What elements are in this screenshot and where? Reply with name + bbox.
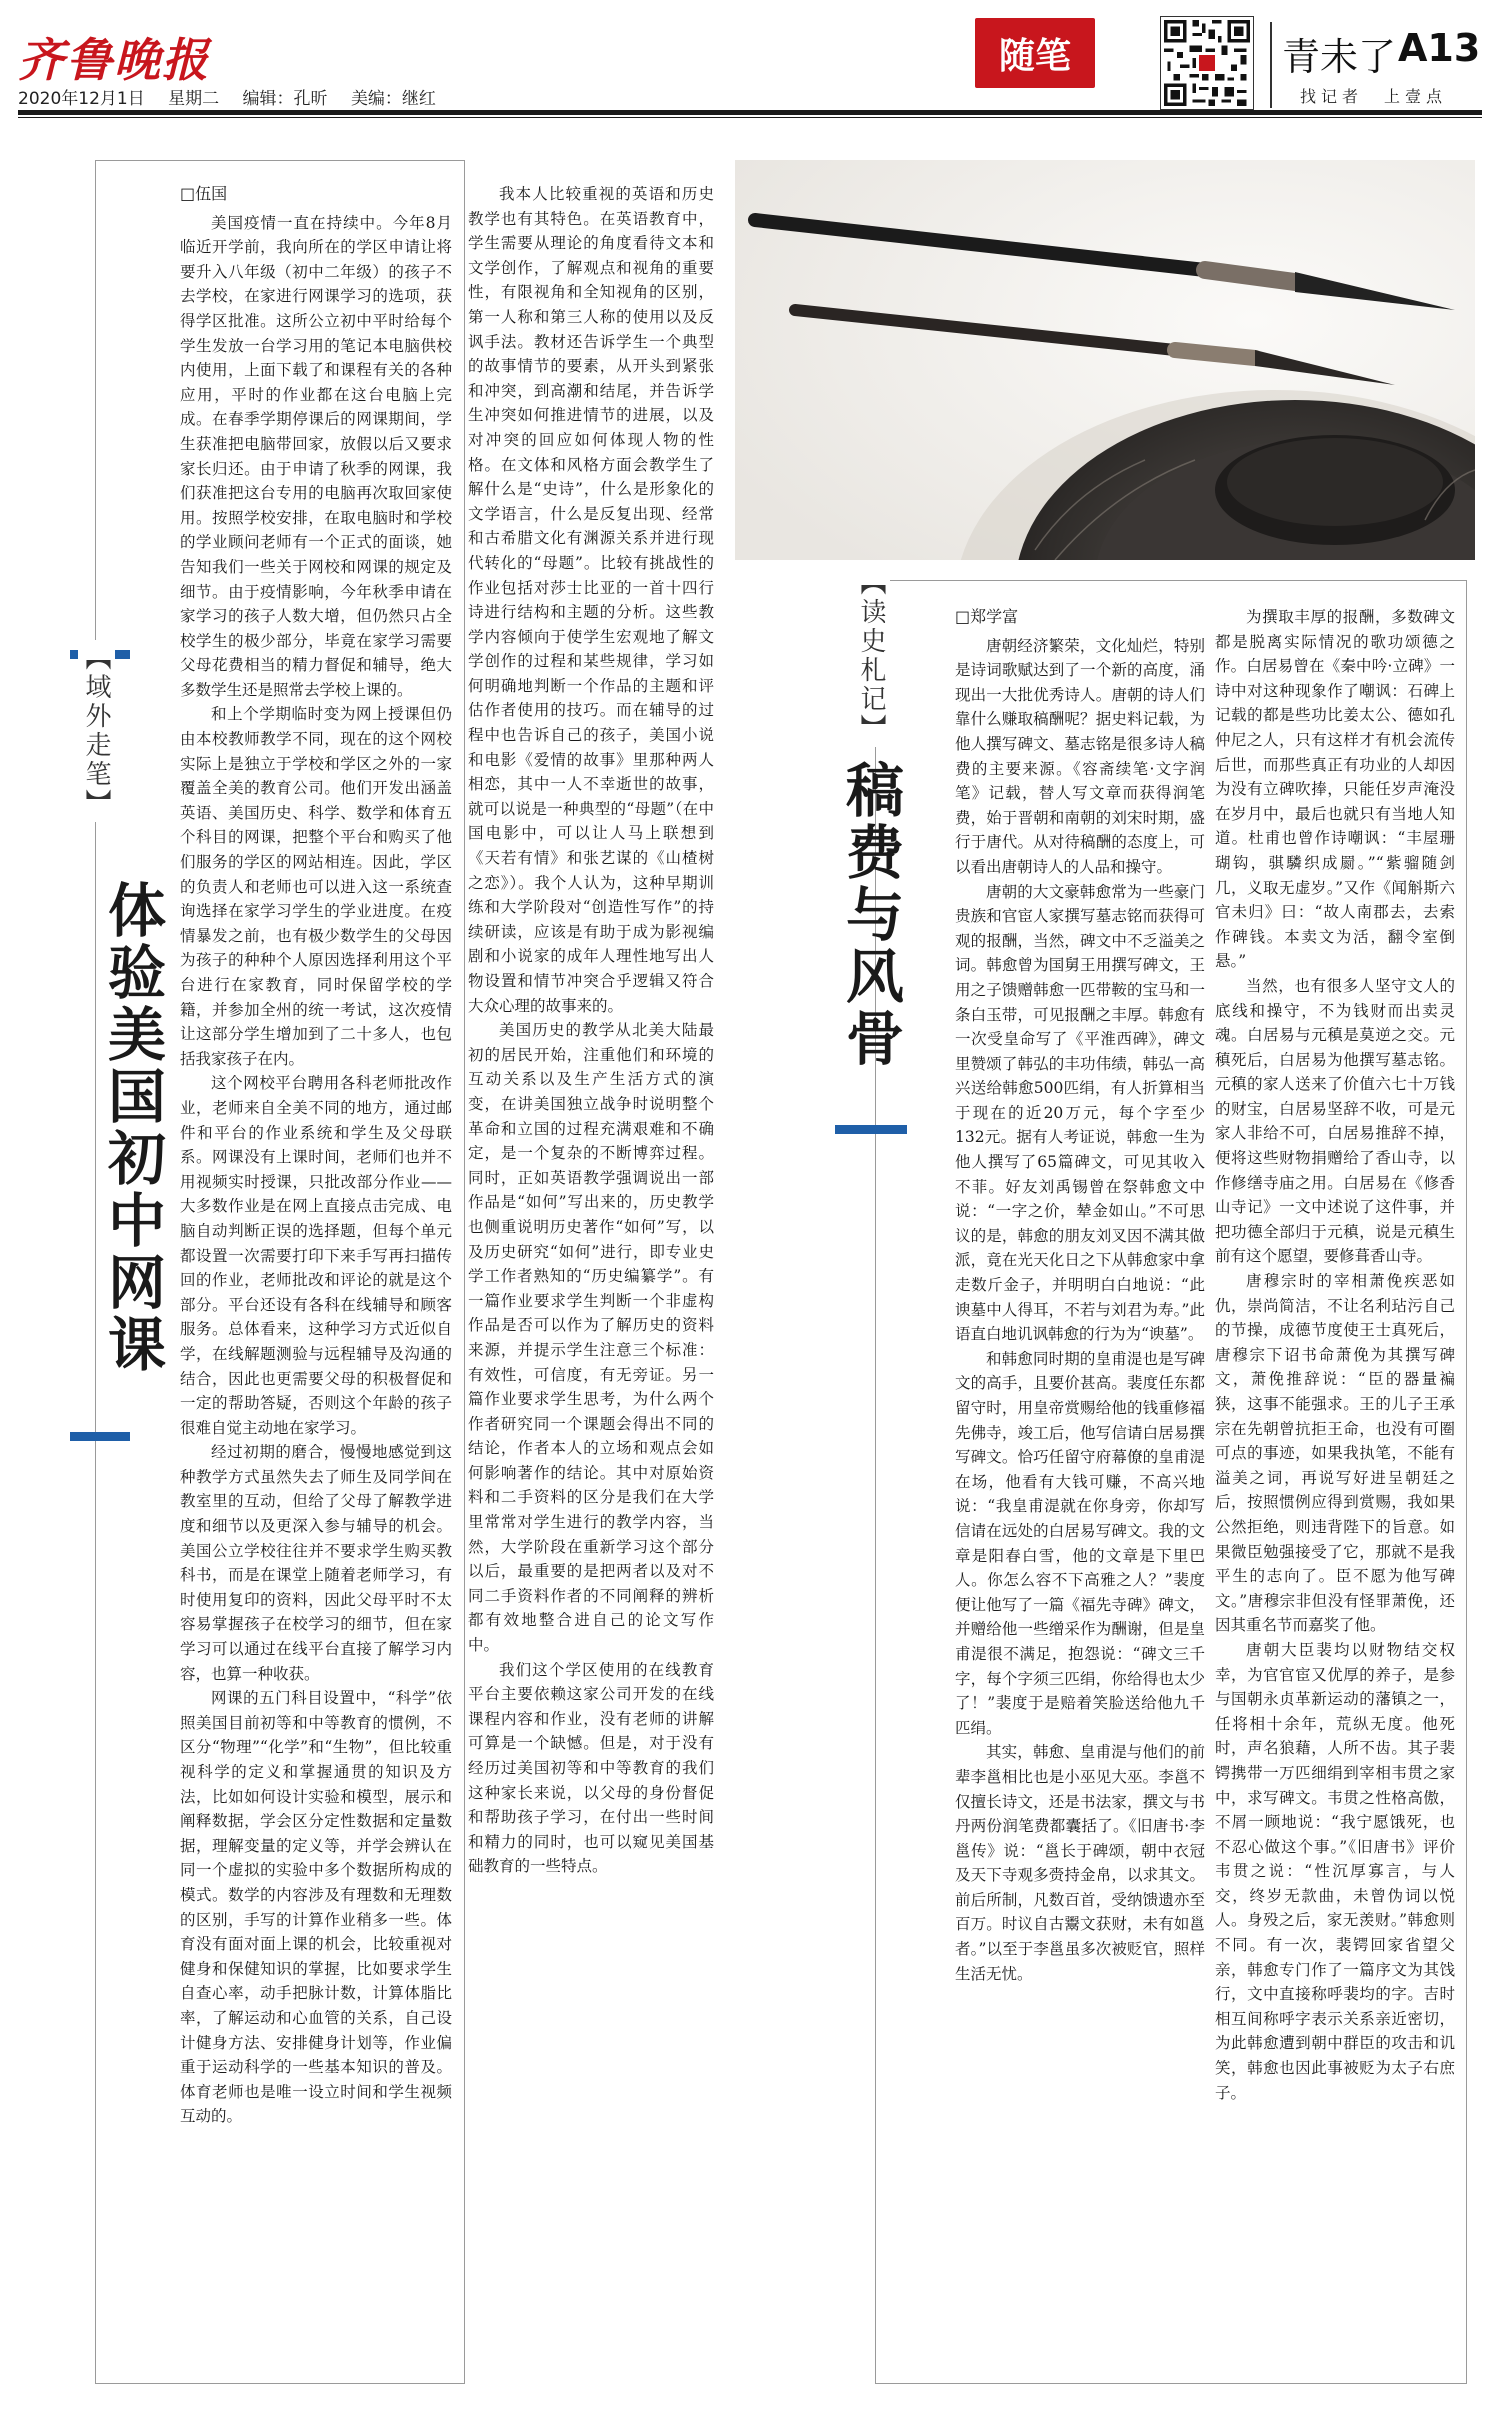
- right-article-col-2: [1215, 605, 1455, 2380]
- header-rule-thin: [18, 117, 1482, 118]
- left-byline: □伍国: [180, 184, 228, 203]
- paragraph: 和韩愈同时期的皇甫湜也是写碑文的高手，且要价甚高。裴度任东都留守时，用皇帝赏赐给他的钱重修福先佛寺，竣工后，他写信请白居易撰写碑文。恰巧任留守府幕僚的皇甫湜在场，他看有大钱可赚，不高兴地说：“我皇甫湜就在你身旁，你却写信请在远处的白居易写碑文。我的文章是阳春白雪，他的文章是下里巴人。你怎么容不下高雅之人？”裴度便让他写了一篇《福先寺碑》碑文，并赠给他一些缯采作为酬谢，但是皇甫湜很不满足，抱怨说：“碑文三千字，每个字须三匹绢，你给得也太少了！”裴度于是赔着笑脸送给他九千匹绢。: [955, 1349, 1205, 1737]
- right-article-title: 稿费与风骨: [836, 760, 904, 1070]
- left-article-col-2: [468, 182, 714, 2382]
- paragraph: 其实，韩愈、皇甫湜与他们的前辈李邕相比也是小巫见大巫。李邕不仅擅长诗文，还是书法家，撰文与书丹两份润笔费都囊括了。《旧唐书·李邕传》说：“邕长于碑颂，朝中衣冠及天下寺观多赍持金帛，以求其文。前后所制，凡数百首，受纳馈遗亦至百万。时议自古鬻文获财，未有如邕者。”以至于李邕虽多次被贬官，照样生活无忧。: [955, 1743, 1205, 1983]
- page-title: 青未了: [1282, 35, 1397, 79]
- paragraph: 唐穆宗时的宰相萧俛疾恶如仇，崇尚简洁，不让名利玷污自己的节操，成德节度使王士真死后，唐穆宗下诏书命萧俛为其撰写碑文，萧俛推辞说：“臣的器量褊狭，这事不能强求。王的儿子王承宗在先朝曾抗拒王命，也没有可圈可点的事迹，如果我执笔，不能有溢美之词，再说写好进呈朝廷之后，按照惯例应得到赏赐，我如果公然拒绝，则违背陛下的旨意。如果微臣勉强接受了它，那就不是我平生的志向了。臣不愿为他写碑文。”唐穆宗非但没有怪罪萧俛，还因其重名节而嘉奖了他。: [1215, 1272, 1455, 1635]
- left-column-tag: 【域外走笔】: [78, 640, 115, 822]
- left-article-title: 体验美国初中网课: [98, 880, 166, 1376]
- newspaper-logo: 齐鲁晚报: [18, 33, 210, 87]
- paragraph: 唐朝大臣裴均以财物结交权幸，为官官宦又优厚的养子，是参与国朝永贞革新运动的藩镇之一，任将相十余年，荒纵无度。他死时，声名狼藉，人所不齿。其子裴锷携带一万匹细绢到宰相韦贯之家中，求写碑文。韦贯之性格高傲，不屑一顾地说：“我宁愿饿死，也不忍心做这个事。”《旧唐书》评价韦贯之说：“性沉厚寡言，与人交，终岁无款曲，未曾伪词以悦人。身殁之后，家无羡财。”韩愈则不同。有一次，裴锷回家省望父亲，韩愈专门作了一篇序文为其饯行，文中直接称呼裴均的字。吉时相互间称呼字表示关系亲近密切，为此韩愈遭到朝中群臣的攻击和讥笑，韩愈也因此事被贬为太子右庶子。: [1215, 1640, 1455, 2102]
- paragraph: 网课的五门科目设置中，“科学”依照美国目前初等和中等教育的惯例，不区分“物理”“化学”和“生物”，但比较重视科学的定义和掌握通贯的知识及方法，比如如何设计实验和模型，展示和阐释数据，学会区分定性数据和定量数据，理解变量的定义等，并学会辨认在同一个虚拟的实验中多个数据所构成的模式。数学的内容涉及有理数和无理数的区别，手写的计算作业稍多一些。体育没有面对面上课的机会，比较重视对健身和保健知识的掌握，比如要求学生自查心率，动手把脉计数，计算体脂比率，了解运动和心血管的关系，自己设计健身方法、安排健身计划等，作业偏重于运动科学的一些基本知识的普及。体育老师也是唯一设立时间和学生视频互动的。: [180, 1689, 452, 2126]
- section-tab: 随笔: [975, 18, 1095, 88]
- paragraph: 美国历史的教学从北美大陆最初的居民开始，注重他们和环境的互动关系以及生产生活方式的演变，在讲美国独立战争时说明整个革命和立国的过程充满艰难和不确定，是一个复杂的不断博弈过程。同时，正如英语教学强调说出一部作品是“如何”写出来的，历史教学也侧重说明历史著作“如何”写，以及历史研究“如何”进行，即专业史学工作者熟知的“历史编纂学”。有一篇作业要求学生判断一个非虚构作品是否可以作为了解历史的资料来源，并提示学生注意三个标准：有效性，可信度，有无旁证。另一篇作业要求学生思考，为什么两个作者研究同一个课题会得出不同的结论，作者本人的立场和观点会如何影响著作的结论。其中对原始资料和二手资料的区分是我们在大学里常常对学生进行的教学内容，当然，大学阶段在重新学习这个部分以后，最重要的是把两者以及对不同二手资料作者的不同阐释的辨析都有效地整合进自己的论文写作中。: [468, 1021, 714, 1655]
- paragraph: 这个网校平台聘用各科老师批改作业，老师来自全美不同的地方，通过邮件和平台的作业系统和学生及父母联系。网课没有上课时间，老师们也并不用视频实时授课，只批改部分作业——大多数作业是在网上直接点击完成、电脑自动判断正误的选择题，但每个单元都设置一次需要打印下来手写再扫描传回的作业，老师批改和评论的就是这个部分。平台还设有各科在线辅导和顾客服务。总体看来，这种学习方式近似自学，在线解题测验与远程辅导及沟通的结合，因此也更需要父母的积极督促和一定的帮助答疑，否则这个年龄的孩子很难自觉主动地在家学习。: [180, 1074, 452, 1437]
- left-article-col-1: [180, 182, 452, 2382]
- left-accent-bar-bottom: [70, 1432, 130, 1441]
- paragraph: 我们这个学区使用的在线教育平台主要依赖这家公司开发的在线课程内容和作业，没有老师的讲解可算是一个缺憾。但是，对于没有经历过美国初等和中等教育的我们这种家长来说，以父母的身份督促和帮助孩子学习，在付出一些时间和精力的同时，也可以窥见美国基础教育的一些特点。: [468, 1660, 714, 1876]
- right-byline: □郑学富: [955, 607, 1019, 626]
- dateline: [18, 84, 454, 109]
- header-divider: [1270, 22, 1272, 108]
- page-number: A13: [1398, 26, 1481, 70]
- header-rule: [18, 110, 1482, 115]
- paragraph: 为撰取丰厚的报酬，多数碑文都是脱离实际情况的歌功颂德之作。白居易曾在《秦中吟·立碑》一诗中对这种现象作了嘲讽：石碑上记载的都是些功比姜太公、德如孔仲尼之人，只有这样才有机会流传后世，而那些真正有功业的人却因为没有立碑吹捧，只能任岁声淹没在岁月中，最后也就只有当地人知道。杜甫也曾作诗嘲讽：“丰屋珊瑚钩，骐驎织成罽。”“紫骝随剑几，义取无虚岁。”又作《闻斛斯六官未归》曰：“故人南郡去，去索作碑钱。本卖文为活，翻令室倒悬。”: [1215, 608, 1455, 971]
- right-article-col-1: [955, 605, 1205, 2380]
- paragraph: 和上个学期临时变为网上授课但仍由本校教师教学不同，现在的这个网校实际上是独立于学校和学区之外的一家覆盖全美的教育公司。他们开发出涵盖英语、美国历史、科学、数学和体育五个科目的网课，把整个平台和购买了他们服务的学区的网站相连。因此，学区的负责人和老师也可以进入这一系统查询选择在家学习学生的学业进度。在疫情暴发之前，也有极少数学生的父母因为孩子的种种个人原因选择利用这个平台进行在家教育，同时保留学校的学籍，并参加全州的统一考试，这次疫情让这部分学生增加到了二十多人，也包括我家孩子在内。: [180, 705, 452, 1068]
- right-accent-bar: [835, 1125, 907, 1134]
- inkstone-brush-illustration: [735, 160, 1475, 560]
- paragraph: 美国疫情一直在持续中。今年8月临近开学前，我向所在的学区申请让将要升入八年级（初中二年级）的孩子不去学校，在家进行网课学习的选项，获得学区批准。这所公立初中平时给每个学生发放一台学习用的笔记本电脑供校内使用，上面下载了和课程有关的各种应用，平时的作业都在这台电脑上完成。在春季学期停课后的网课期间，学生获准把电脑带回家，放假以后又要求家长归还。由于申请了秋季的网课，我们获准把这台专用的电脑再次取回家使用。按照学校安排，在取电脑时和学校的学业顾问老师有一个正式的面谈，她告知我们一些关于网校和网课的规定及细节。由于疫情影响，今年秋季申请在家学习的孩子人数大增，但仍然只占全校学生的极少部分，毕竟在家学习需要父母花费相当的精力督促和辅导，绝大多数学生还是照常去学校上课的。: [180, 213, 452, 699]
- qr-code-icon[interactable]: [1160, 16, 1254, 110]
- paragraph: 唐朝经济繁荣，文化灿烂，特别是诗词歌赋达到了一个新的高度，涌现出一大批优秀诗人。唐朝的诗人们靠什么赚取稿酬呢？据史料记载，为他人撰写碑文、墓志铭是很多诗人稿费的主要来源。《容斋续笔·文字润笔》记载，替人写文章而获得润笔费，始于晋朝和南朝的刘宋时期，盛行于唐代。从对待稿酬的态度上，可以看出唐朝诗人的人品和操守。: [955, 636, 1205, 876]
- issue-weekday: 星期二: [168, 89, 220, 109]
- issue-date: 2020年12月1日: [18, 89, 145, 109]
- paragraph: 我本人比较重视的英语和历史教学也有其特色。在英语教育中，学生需要从理论的角度看待文本和文学创作，了解观点和视角的重要性，有限视角和全知视角的区别，第一人称和第三人称的使用以及反讽手法。教材还告诉学生一个典型的故事情节的要素，从开头到紧张和冲突，到高潮和结尾，并告诉学生冲突如何推进情节的进展，以及对冲突的回应如何体现人物的性格。在文体和风格方面会教学生了解什么是“史诗”，什么是形象化的文学语言，什么是反复出现、经常和古希腊文化有渊源关系并进行现代转化的“母题”。比较有挑战性的作业包括对莎士比亚的一首十四行诗进行结构和主题的分析。这些教学内容倾向于使学生宏观地了解文学创作的过程和某些规律，学习如何明确地判断一个作品的主题和评估作者使用的技巧。而在辅导的过程中也告诉自己的孩子，美国小说和电影《爱情的故事》里那种两人相恋，其中一人不幸逝世的故事，就可以说是一种典型的“母题”（在中国电影中，可以让人马上联想到《天若有情》和张艺谋的《山楂树之恋》）。我个人认为，这种早期训练和大学阶段对“创造性写作”的持续研读，应该是有助于成为影视编剧和小说家的成年人理性地写出人物设置和情节冲突合乎逻辑又符合大众心理的故事来的。: [468, 185, 714, 1015]
- paragraph: 经过初期的磨合，慢慢地感觉到这种教学方式虽然失去了师生及同学间在教室里的互动，但给了父母了解教学进度和细节以及更深入参与辅导的机会。美国公立学校往往并不要求学生购买教科书，而是在课堂上随着老师学习，有时使用复印的资料，因此父母平时不太容易掌握孩子在校学习的细节，但在家学习可以通过在线平台直接了解学习内容，也算一种收获。: [180, 1443, 452, 1683]
- tagline: 找记者 上壹点: [1300, 87, 1448, 106]
- editor-credit: 编辑：孔昕: [242, 89, 328, 109]
- right-column-tag: 【读史札记】: [853, 565, 890, 747]
- paragraph: 唐朝的大文豪韩愈常为一些豪门贵族和官宦人家撰写墓志铭而获得可观的报酬，当然，碑文中不乏溢美之词。韩愈曾为国舅王用撰写碑文，王用之子馈赠韩愈一匹带鞍的宝马和一条白玉带，可见报酬之丰厚。韩愈有一次受皇命写了《平淮西碑》，碑文里赞颂了韩弘的丰功伟绩，韩弘一高兴送给韩愈500匹绢，有人折算相当于现在的近20万元，每个字至少132元。据有人考证说，韩愈一生为他人撰写了65篇碑文，可见其收入不菲。好友刘禹锡曾在祭韩愈文中说：“一字之价，辇金如山。”不可思议的是，韩愈的朋友刘叉因不满其做派，竟在光天化日之下从韩愈家中拿走数斤金子，并明明白白地说：“此谀墓中人得耳，不若与刘君为寿。”此语直白地讥讽韩愈的行为为“谀墓”。: [955, 882, 1205, 1344]
- paragraph: 当然，也有很多人坚守文人的底线和操守，不为钱财而出卖灵魂。白居易与元稹是莫逆之交。元稹死后，白居易为他撰写墓志铭。元稹的家人送来了价值六七十万钱的财宝，白居易坚辞不收，可是元家人非给不可，白居易推辞不掉，便将这些财物捐赠给了香山寺，以作修缮寺庙之用。白居易在《修香山寺记》一文中述说了这件事，并把功德全部归于元稹，说是元稹生前有这个愿望，要修葺香山寺。: [1215, 976, 1455, 1266]
- art-editor-credit: 美编：继红: [350, 89, 436, 109]
